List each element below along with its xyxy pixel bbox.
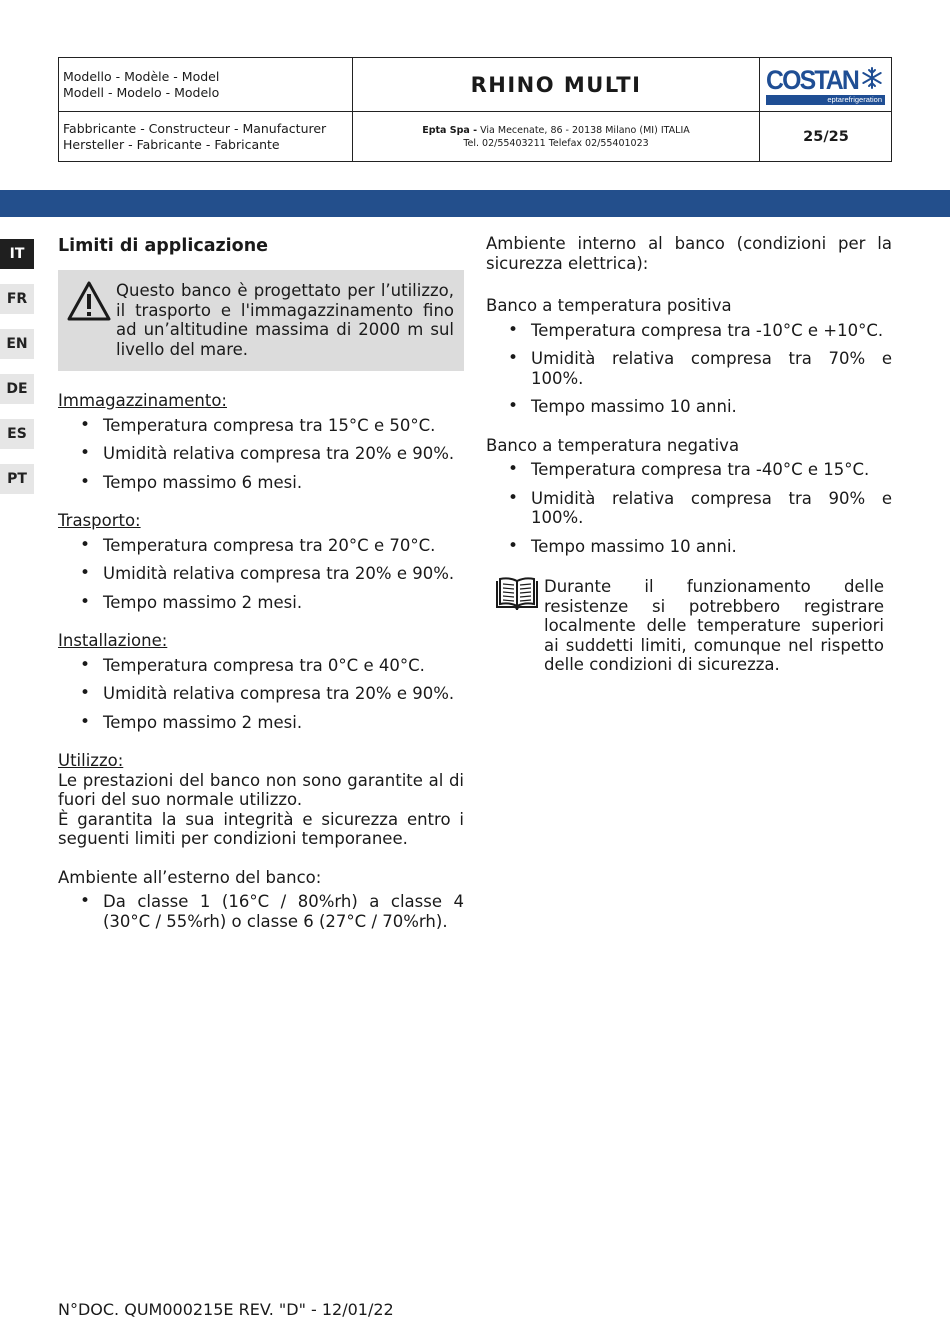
model-label-line-2: Modell - Modelo - Modelo [63,85,220,100]
list-item: • Temperatura compresa tra 15°C e 50°C. [103,416,464,436]
document-footer: N°DOC. QUM000215E REV. "D" - 12/01/22 [58,1300,394,1319]
positive-heading: Banco a temperatura positiva [486,296,732,315]
manufacturer-contacts: Tel. 02/55403211 Telefax 02/55401023 [463,138,649,149]
list-item: • Tempo massimo 6 mesi. [103,473,464,493]
list-item: • Tempo massimo 2 mesi. [103,713,464,733]
manufacturer-address: Via Mecenate, 86 - 20138 Milano (MI) ITALIA [480,125,690,136]
list-item: • Umidità relativa compresa tra 20% e 90%. [103,684,464,704]
note-text: Durante il funzionamento delle resistenze si potrebbero registrare localmente delle temperature superiori ai suddetti limiti, comunque nel rispetto delle condizioni di sicurezza. [544,577,884,674]
list-item: • Umidità relativa compresa tra 20% e 90%. [103,444,464,464]
installation-heading: Installazione: [58,631,168,650]
warning-text: Questo banco è progettato per l’utilizzo, il trasporto e l'immagazzinamento fino ad un’altitudine massima di 2000 m sul livello del mare. [116,281,454,359]
use-paragraph-1: Le prestazioni del banco non sono garantite al di fuori del suo normale utilizzo. [58,770,464,809]
book-icon [494,576,540,612]
list-item: • Temperatura compresa tra 20°C e 70°C. [103,536,464,556]
list-item: • Umidità relativa compresa tra 20% e 90%. [103,564,464,584]
positive-section [486,296,892,417]
list-item: • Temperatura compresa tra -10°C e +10°C. [531,321,892,341]
manufacturer-label-cell [59,112,353,162]
logo-wordmark: COSTAN [766,65,858,95]
external-heading: Ambiente all’esterno del banco: [58,867,322,887]
lang-tab-en[interactable]: EN [0,329,34,359]
manufacturer-label-line-2: Hersteller - Fabricante - Fabricante [63,137,280,152]
negative-section [486,436,892,557]
lang-tab-de[interactable]: DE [0,374,34,404]
warning-icon [66,280,112,322]
lang-tab-pt[interactable]: PT [0,464,34,494]
lang-tab-es[interactable]: ES [0,419,34,449]
list-item: • Tempo massimo 2 mesi. [103,593,464,613]
manufacturer-name: Epta Spa - [422,125,478,136]
list-item: • Temperatura compresa tra -40°C e 15°C. [531,460,892,480]
list-item: • Tempo massimo 10 anni. [531,397,892,417]
model-label-line-1: Modello - Modèle - Model [63,69,220,84]
document-header [58,57,892,162]
manufacturer-info [353,112,760,162]
use-section [58,751,464,849]
left-column [58,234,464,940]
use-heading: Utilizzo: [58,751,124,770]
lang-tab-it[interactable]: IT [0,239,34,269]
negative-heading: Banco a temperatura negativa [486,435,740,455]
manufacturer-label-line-1: Fabbricante - Constructeur - Manufacturer [63,121,327,136]
storage-section [58,391,464,492]
model-label-cell [59,58,353,112]
storage-heading: Immagazzinamento: [58,391,227,410]
header-band [0,190,950,217]
warning-box [58,270,464,371]
brand-logo [760,58,892,112]
transport-section [58,511,464,612]
logo-subtitle: eptarefrigeration [766,95,885,105]
list-item: • Temperatura compresa tra 0°C e 40°C. [103,656,464,676]
snowflake-icon [861,67,883,89]
section-title: Limiti di applicazione [58,236,269,256]
installation-section [58,631,464,732]
note-box [486,577,892,675]
list-item: • Umidità relativa compresa tra 70% e 100%. [531,349,892,388]
list-item: • Da classe 1 (16°C / 80%rh) a classe 4 (30°C / 55%rh) o classe 6 (27°C / 70%rh). [103,892,464,931]
internal-intro: Ambiente interno al banco (condizioni per la sicurezza elettrica): [486,234,892,273]
lang-tab-fr[interactable]: FR [0,284,34,314]
model-name: RHINO MULTI [353,58,760,112]
page-number: 25/25 [803,129,849,145]
list-item: • Umidità relativa compresa tra 90% e 100%. [531,489,892,528]
right-column [486,234,892,675]
use-paragraph-2: È garantita la sua integrità e sicurezza entro i seguenti limiti per condizioni temporanee. [58,809,464,848]
transport-heading: Trasporto: [58,511,141,530]
list-item: • Tempo massimo 10 anni. [531,537,892,557]
external-section [58,868,464,932]
